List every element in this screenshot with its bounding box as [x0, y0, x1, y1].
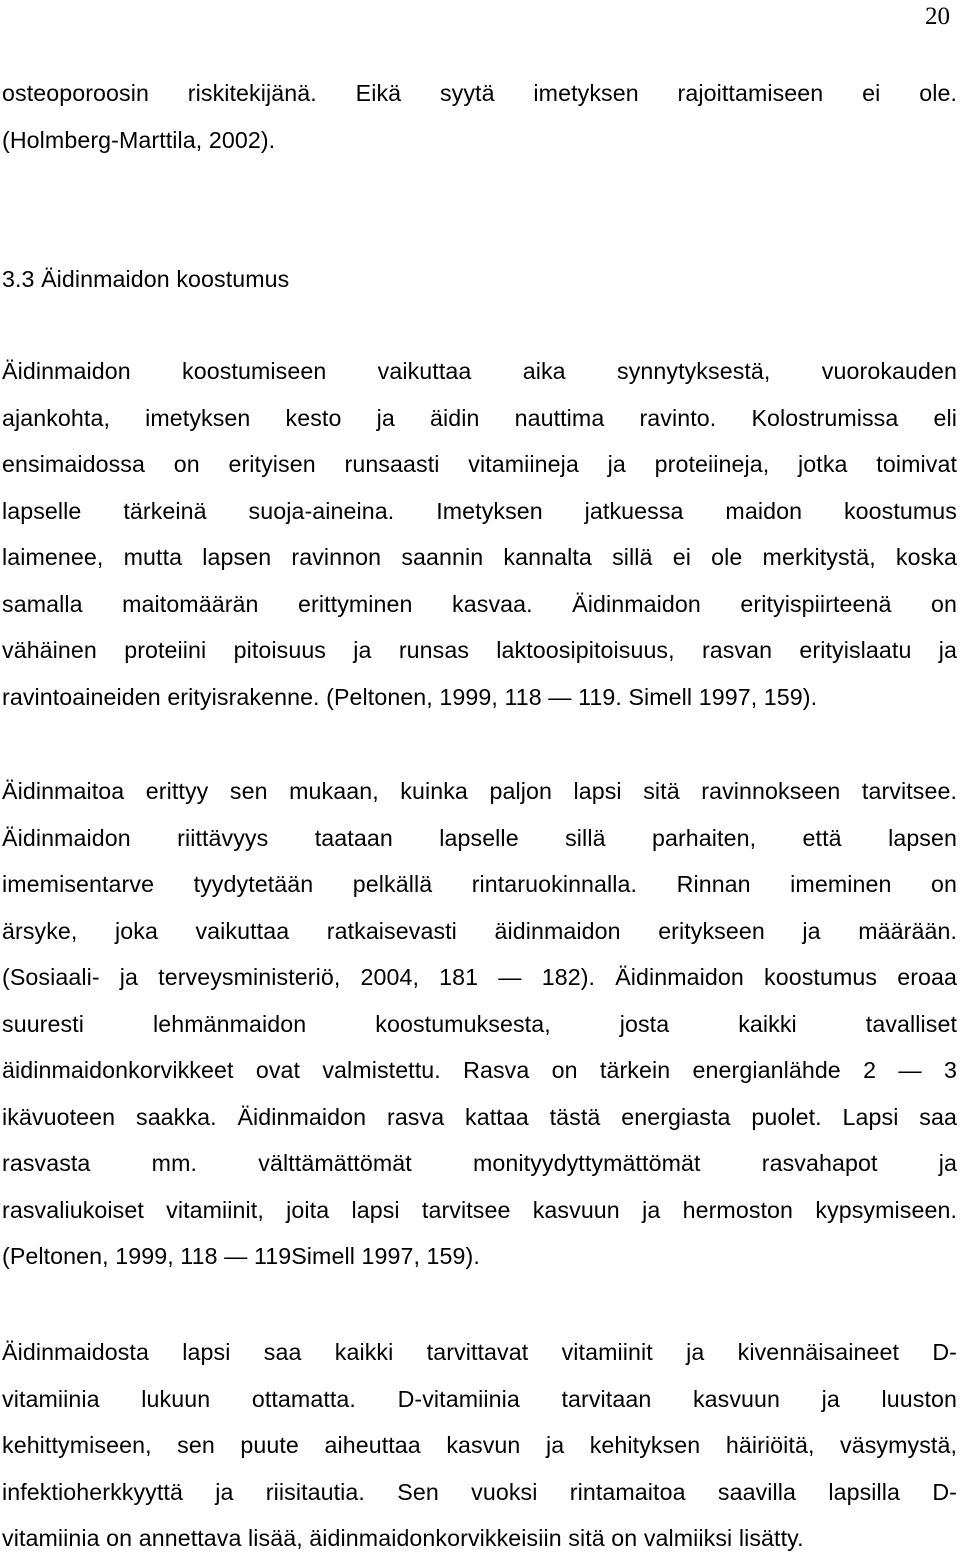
paragraph-line: rasvaliukoiset vitamiinit, joita lapsi tarvitsee kasvuun ja hermoston kypsymiseen. — [2, 1196, 957, 1223]
paragraph-2 — [2, 348, 957, 720]
paragraph-line: laimenee, mutta lapsen ravinnon saannin kannalta sillä ei ole merkitystä, koska — [2, 544, 957, 570]
paragraph-line: infektioherkkyyttä ja riisitautia. Sen vuoksi rintamaitoa saavilla lapsilla D- — [2, 1478, 957, 1505]
paragraph-line: vitamiinia on annettava lisää, äidinmaidonkorvikkeisiin sitä on valmiiksi lisätty. — [2, 1525, 804, 1551]
paragraph-line: (Sosiaali- ja terveysministeriö, 2004, 181 — 182). Äidinmaidon koostumus eroaa — [2, 964, 957, 990]
paragraph-line: äidinmaidonkorvikkeet ovat valmistettu. Rasva on tärkein energianlähde 2 — 3 — [2, 1057, 957, 1083]
page-number: 20 — [925, 3, 950, 30]
paragraph-line: kehittymiseen, sen puute aiheuttaa kasvun ja kehityksen häiriöitä, väsymystä, — [2, 1432, 957, 1458]
paragraph-line: osteoporoosin riskitekijänä. Eikä syytä imetyksen rajoittamiseen ei ole. — [2, 80, 957, 106]
paragraph-line: ajankohta, imetyksen kesto ja äidin nauttima ravinto. Kolostrumissa eli — [2, 404, 957, 431]
paragraph-line: lapselle tärkeinä suoja-aineina. Imetyksen jatkuessa maidon koostumus — [2, 497, 957, 524]
paragraph-line: imemisentarve tyydytetään pelkällä rintaruokinnalla. Rinnan imeminen on — [2, 871, 957, 897]
heading-text: 3.3 Äidinmaidon koostumus — [2, 266, 290, 292]
paragraph-line: Äidinmaidon koostumiseen vaikuttaa aika synnytyksestä, vuorokauden — [2, 358, 957, 384]
paragraph-line: samalla maitomäärän erittyminen kasvaa. Äidinmaidon erityispiirteenä on — [2, 590, 957, 617]
paragraph-line: ensimaidossa on erityisen runsaasti vitamiineja ja proteiineja, jotka toimivat — [2, 451, 957, 477]
paragraph-line: ärsyke, joka vaikuttaa ratkaisevasti äidinmaidon eritykseen ja määrään. — [2, 917, 957, 944]
paragraph-4 — [2, 1329, 957, 1562]
paragraph-line: ravintoaineiden erityisrakenne. (Peltonen, 1999, 118 — 119. Simell 1997, 159). — [2, 683, 818, 710]
paragraph-1 — [2, 70, 957, 163]
paragraph-line: Äidinmaidosta lapsi saa kaikki tarvittavat vitamiinit ja kivennäisaineet D- — [2, 1339, 957, 1365]
paragraph-line: (Peltonen, 1999, 118 — 119Simell 1997, 159). — [2, 1243, 480, 1269]
paragraph-line: rasvasta mm. välttämättömät monityydyttymättömät rasvahapot ja — [2, 1150, 957, 1176]
paragraph-line: vitamiinia lukuun ottamatta. D-vitamiinia tarvitaan kasvuun ja luuston — [2, 1385, 957, 1412]
paragraph-line: ikävuoteen saakka. Äidinmaidon rasva kattaa tästä energiasta puolet. Lapsi saa — [2, 1103, 957, 1130]
section-heading — [2, 256, 957, 303]
paragraph-line: vähäinen proteiini pitoisuus ja runsas laktoosipitoisuus, rasvan erityislaatu ja — [2, 637, 957, 663]
paragraph-line: Äidinmaitoa erittyy sen mukaan, kuinka paljon lapsi sitä ravinnokseen tarvitsee. — [2, 778, 957, 804]
paragraph-line: Äidinmaidon riittävyys taataan lapselle sillä parhaiten, että lapsen — [2, 824, 957, 851]
paragraph-line: (Holmberg-Marttila, 2002). — [2, 126, 276, 153]
paragraph-line: suuresti lehmänmaidon koostumuksesta, josta kaikki tavalliset — [2, 1010, 957, 1037]
paragraph-3 — [2, 768, 957, 1280]
